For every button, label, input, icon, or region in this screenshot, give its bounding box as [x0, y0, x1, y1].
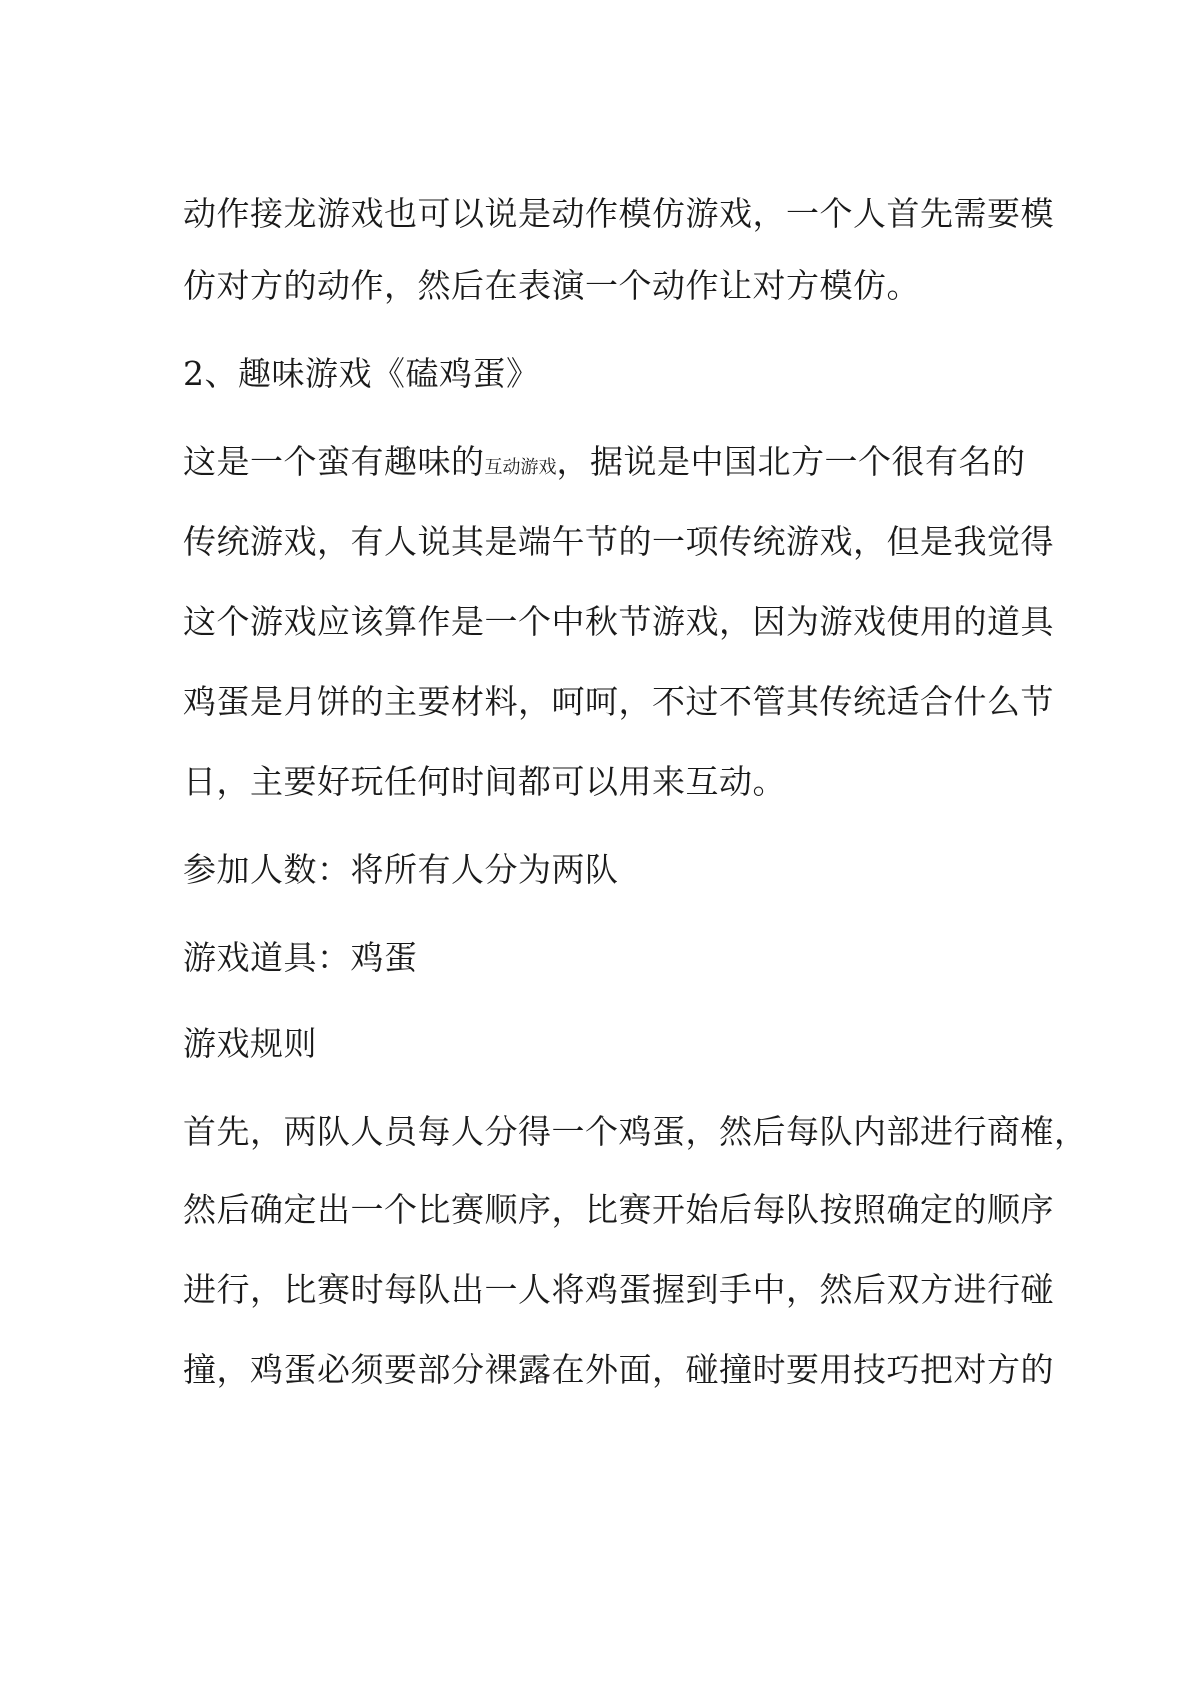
paragraph-line: 传统游戏，有人说其是端午节的一项传统游戏，但是我觉得 — [183, 522, 1054, 561]
paragraph-text: ，据说是中国北方一个很有名的 — [556, 442, 1026, 481]
section-heading: 2、趣味游戏《磕鸡蛋》 — [183, 354, 540, 393]
paragraph-line: 首先，两队人员每人分得一个鸡蛋，然后每队内部进行商榷， — [183, 1112, 1088, 1151]
field-line-participants: 参加人数：将所有人分为两队 — [183, 850, 619, 889]
paragraph-line: 进行，比赛时每队出一人将鸡蛋握到手中，然后双方进行碰 — [183, 1270, 1054, 1309]
paragraph-line: 然后确定出一个比赛顺序，比赛开始后每队按照确定的顺序 — [183, 1190, 1054, 1229]
paragraph-line: 鸡蛋是月饼的主要材料，呵呵，不过不管其传统适合什么节 — [183, 682, 1054, 721]
paragraph-line — [183, 440, 1026, 490]
paragraph-line: 撞，鸡蛋必须要部分裸露在外面，碰撞时要用技巧把对方的 — [183, 1350, 1054, 1389]
paragraph-line: 仿对方的动作，然后在表演一个动作让对方模仿。 — [183, 266, 920, 305]
rules-heading: 游戏规则 — [183, 1024, 317, 1063]
paragraph-line: 动作接龙游戏也可以说是动作模仿游戏，一个人首先需要模 — [183, 194, 1054, 233]
field-line-props: 游戏道具：鸡蛋 — [183, 938, 418, 977]
paragraph-line: 日，主要好玩任何时间都可以用来互动。 — [183, 762, 786, 801]
paragraph-line: 这个游戏应该算作是一个中秋节游戏，因为游戏使用的道具 — [183, 602, 1054, 641]
inline-small-text: 互动游戏 — [484, 457, 557, 478]
paragraph-text: 这是一个蛮有趣味的 — [183, 442, 485, 481]
